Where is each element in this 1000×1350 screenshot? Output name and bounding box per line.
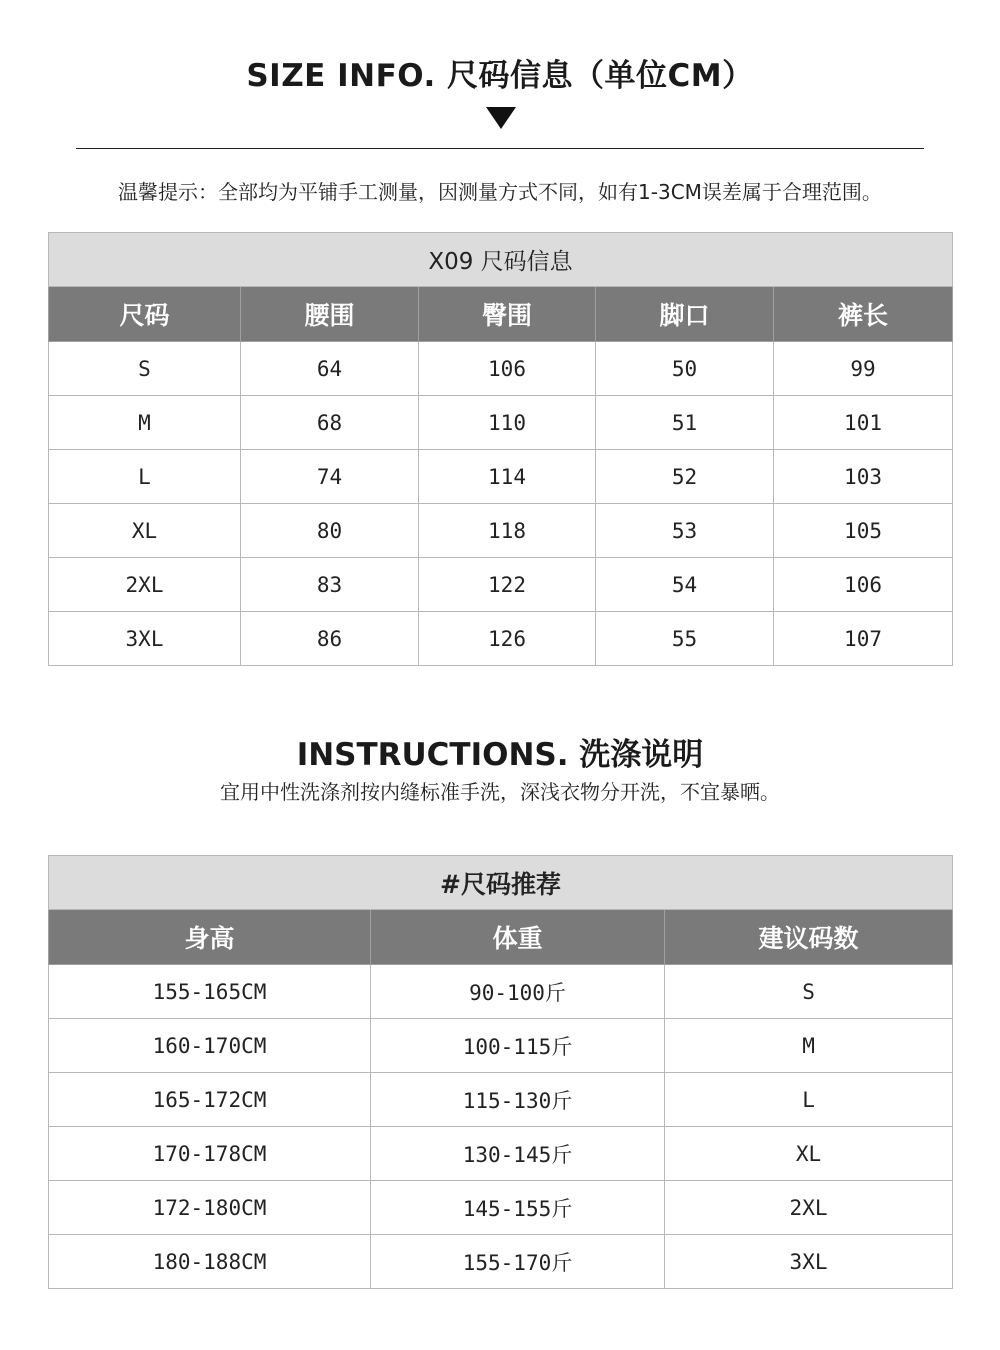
table-row	[49, 1181, 953, 1235]
table-cell: 74	[241, 450, 419, 504]
table-cell: 100-115斤	[371, 1019, 665, 1073]
table-cell: 2XL	[49, 558, 241, 612]
table-cell: 106	[774, 558, 953, 612]
table-row	[49, 1073, 953, 1127]
divider	[76, 148, 924, 149]
table-cell: 118	[419, 504, 596, 558]
instructions-title: INSTRUCTIONS. 洗涤说明	[296, 737, 704, 773]
size-info-title: SIZE INFO. 尺码信息（单位CM）	[246, 58, 754, 94]
table-cell: 122	[419, 558, 596, 612]
table-cell: S	[49, 342, 241, 396]
table-row	[49, 965, 953, 1019]
size-table-caption: X09 尺码信息	[49, 233, 953, 287]
table-cell: 50	[596, 342, 774, 396]
table-cell: XL	[49, 504, 241, 558]
table-cell: 68	[241, 396, 419, 450]
table-cell: 53	[596, 504, 774, 558]
table-cell: 172-180CM	[49, 1181, 371, 1235]
table-row	[49, 1019, 953, 1073]
table-cell: 145-155斤	[371, 1181, 665, 1235]
table-row	[49, 1235, 953, 1289]
table-cell: 64	[241, 342, 419, 396]
table-row	[49, 342, 953, 396]
column-header: 腰围	[241, 287, 419, 342]
column-header: 建议码数	[665, 910, 953, 965]
table-cell: M	[665, 1019, 953, 1073]
column-header: 裤长	[774, 287, 953, 342]
table-cell: 2XL	[665, 1181, 953, 1235]
table-cell: 165-172CM	[49, 1073, 371, 1127]
column-header: 体重	[371, 910, 665, 965]
table-row	[49, 1127, 953, 1181]
table-cell: 115-130斤	[371, 1073, 665, 1127]
table-cell: 160-170CM	[49, 1019, 371, 1073]
column-header: 身高	[49, 910, 371, 965]
table-cell: 101	[774, 396, 953, 450]
table-cell: 80	[241, 504, 419, 558]
table-cell: 105	[774, 504, 953, 558]
table-row	[49, 612, 953, 666]
down-arrow-icon	[486, 107, 516, 129]
recommendation-caption: #尺码推荐	[49, 856, 953, 910]
column-header: 尺码	[49, 287, 241, 342]
table-cell: 114	[419, 450, 596, 504]
table-cell: 107	[774, 612, 953, 666]
table-row	[49, 396, 953, 450]
table-row	[49, 504, 953, 558]
table-cell: 106	[419, 342, 596, 396]
table-cell: 99	[774, 342, 953, 396]
table-cell: 3XL	[49, 612, 241, 666]
table-cell: 86	[241, 612, 419, 666]
washing-instructions: 宜用中性洗涤剂按内缝标准手洗，深浅衣物分开洗，不宜暴晒。	[220, 780, 780, 804]
table-cell: L	[665, 1073, 953, 1127]
table-cell: 130-145斤	[371, 1127, 665, 1181]
table-cell: 180-188CM	[49, 1235, 371, 1289]
table-cell: 170-178CM	[49, 1127, 371, 1181]
table-cell: 3XL	[665, 1235, 953, 1289]
size-table	[48, 232, 953, 666]
table-cell: 155-165CM	[49, 965, 371, 1019]
table-cell: 110	[419, 396, 596, 450]
table-cell: 90-100斤	[371, 965, 665, 1019]
measurement-tip: 温馨提示：全部均为平铺手工测量，因测量方式不同，如有1-3CM误差属于合理范围。	[118, 180, 882, 204]
table-cell: 55	[596, 612, 774, 666]
table-cell: M	[49, 396, 241, 450]
column-header: 脚口	[596, 287, 774, 342]
table-cell: 126	[419, 612, 596, 666]
table-cell: XL	[665, 1127, 953, 1181]
table-cell: 51	[596, 396, 774, 450]
table-row	[49, 450, 953, 504]
table-row	[49, 558, 953, 612]
table-cell: 103	[774, 450, 953, 504]
table-cell: 52	[596, 450, 774, 504]
column-header: 臀围	[419, 287, 596, 342]
table-cell: 83	[241, 558, 419, 612]
table-cell: 54	[596, 558, 774, 612]
table-cell: 155-170斤	[371, 1235, 665, 1289]
size-recommendation-table	[48, 855, 953, 1289]
table-cell: L	[49, 450, 241, 504]
table-cell: S	[665, 965, 953, 1019]
